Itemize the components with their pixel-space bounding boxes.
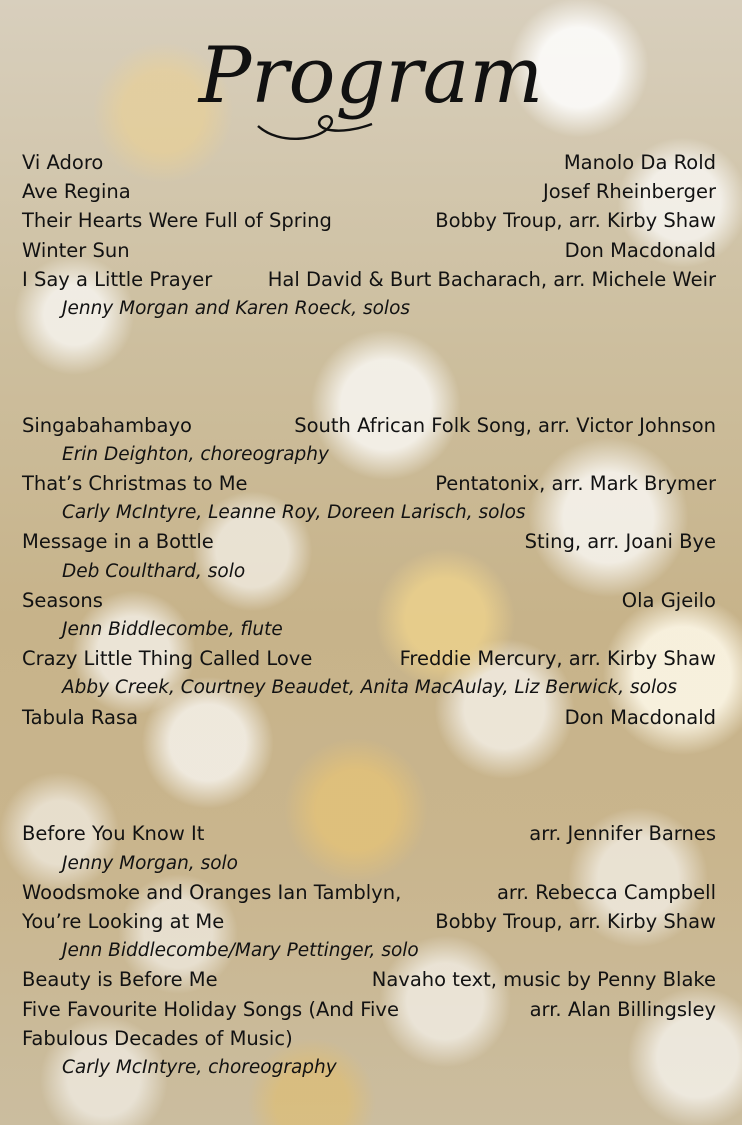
composer-credit: arr. Rebecca Campbell (496, 880, 716, 904)
piece-title: Vi Adoro (22, 151, 104, 174)
piece-title: Beauty is Before Me (22, 968, 218, 992)
program-item (22, 907, 716, 936)
performer-note: Carly McIntyre, choreography (62, 1056, 337, 1078)
piece-title: Crazy Little Thing Called Love (22, 647, 313, 671)
composer-credit: Ola Gjeilo (621, 588, 716, 612)
program-item (22, 644, 716, 673)
performer-note: Abby Creek, Courtney Beaudet, Anita MacAulay, Liz Berwick, solos (62, 677, 678, 699)
program-item (22, 236, 716, 265)
program-item (22, 995, 716, 1053)
performer-note: Jenny Morgan, solo (62, 852, 238, 874)
program-item (22, 148, 716, 177)
section-gap (22, 732, 716, 820)
piece-title: Five Favourite Holiday Songs (And Five Fabulous Decades of Music) (22, 997, 399, 1050)
piece-title: Seasons (22, 588, 103, 612)
composer-credit: arr. Alan Billingsley (529, 997, 716, 1021)
program-item (22, 878, 716, 907)
program-heading (0, 14, 742, 154)
performer-note: Jenn Biddlecombe, flute (62, 619, 283, 641)
piece-title: Tabula Rasa (22, 705, 139, 729)
performer-note: Erin Deighton, choreography (62, 443, 329, 465)
composer-credit: South African Folk Song, arr. Victor Johnson (294, 413, 716, 437)
performer-note: Carly McIntyre, Leanne Roy, Doreen Larisch, solos (62, 502, 526, 524)
program-list (22, 148, 716, 1082)
heading-text: Program (198, 31, 544, 121)
piece-title: I Say a Little Prayer (22, 267, 213, 291)
composer-credit: Bobby Troup, arr. Kirby Shaw (435, 209, 716, 233)
piece-title: Their Hearts Were Full of Spring (22, 209, 332, 233)
performer-note: Jenny Morgan and Karen Roeck, solos (62, 297, 411, 319)
composer-credit: Hal David & Burt Bacharach, arr. Michele Weir (267, 267, 716, 291)
piece-title: Singabahambayo (22, 413, 192, 437)
performer-note: Jenn Biddlecombe/Mary Pettinger, solo (62, 940, 419, 962)
section-gap (22, 323, 716, 411)
program-item (22, 469, 716, 498)
program-item (22, 965, 716, 994)
piece-title: Woodsmoke and Oranges Ian Tamblyn, (22, 880, 402, 904)
program-item (22, 206, 716, 235)
composer-credit: Josef Rheinberger (542, 180, 716, 204)
piece-title: Message in a Bottle (22, 530, 214, 554)
heading-svg (0, 14, 742, 154)
program-item (22, 411, 716, 440)
program-item (22, 819, 716, 848)
performer-note: Deb Coulthard, solo (62, 560, 246, 582)
composer-credit: Don Macdonald (564, 238, 716, 262)
composer-credit: Bobby Troup, arr. Kirby Shaw (435, 909, 716, 933)
piece-title: Ave Regina (22, 180, 131, 204)
composer-credit: Freddie Mercury, arr. Kirby Shaw (399, 647, 716, 671)
composer-credit: Don Macdonald (564, 705, 716, 729)
program-item (22, 703, 716, 732)
composer-credit: Pentatonix, arr. Mark Brymer (435, 472, 716, 496)
program-item (22, 527, 716, 556)
piece-title: That’s Christmas to Me (22, 472, 248, 496)
program-item (22, 265, 716, 294)
composer-credit: arr. Jennifer Barnes (529, 822, 716, 846)
program-item (22, 586, 716, 615)
composer-credit: Navaho text, music by Penny Blake (371, 968, 716, 992)
piece-title: Winter Sun (22, 238, 130, 262)
program-item (22, 177, 716, 206)
piece-title: Before You Know It (22, 822, 205, 846)
piece-title: You’re Looking at Me (22, 909, 225, 933)
composer-credit: Sting, arr. Joani Bye (524, 530, 716, 554)
composer-credit: Manolo Da Rold (563, 151, 716, 174)
